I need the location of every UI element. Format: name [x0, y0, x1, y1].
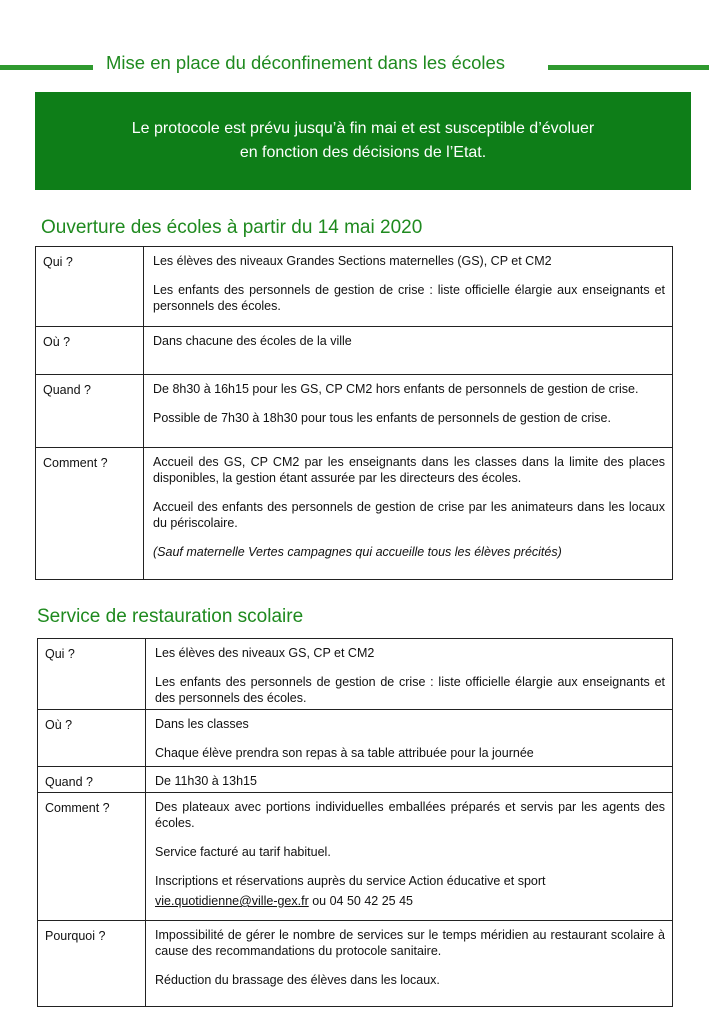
- title-rule-left: [0, 65, 93, 70]
- row-label: Quand ?: [38, 767, 146, 793]
- row-text: Inscriptions et réservations auprès du service Action éducative et sport: [155, 874, 546, 888]
- row-value: [146, 639, 673, 710]
- table-row: [38, 793, 673, 921]
- row-value: [144, 327, 673, 375]
- row-label: Comment ?: [36, 448, 144, 580]
- table-row: [38, 639, 673, 710]
- row-text: Dans les classes: [155, 717, 249, 731]
- row-value: [146, 921, 673, 1007]
- row-label: Quand ?: [36, 375, 144, 448]
- table-row: [38, 767, 673, 793]
- table-row: [38, 710, 673, 767]
- row-text: Les enfants des personnels de gestion de crise : liste officielle élargie aux enseignants et des personnels des écoles.: [155, 675, 665, 705]
- row-text: De 11h30 à 13h15: [155, 774, 257, 788]
- row-text: Des plateaux avec portions individuelles emballées préparés et servis par les agents des écoles.: [155, 800, 665, 830]
- row-label: Où ?: [38, 710, 146, 767]
- table-row: [36, 247, 673, 327]
- table-row: [38, 921, 673, 1007]
- table-row: [36, 327, 673, 375]
- row-text: Service facturé au tarif habituel.: [155, 845, 331, 859]
- table-row: [36, 448, 673, 580]
- row-value: [146, 793, 673, 921]
- banner-line-2: en fonction des décisions de l’Etat.: [239, 144, 487, 161]
- row-text: Possible de 7h30 à 18h30 pour tous les enfants de personnels de gestion de crise.: [153, 411, 611, 425]
- school-opening-table: [35, 246, 673, 580]
- row-label: Qui ?: [38, 639, 146, 710]
- row-value: [146, 710, 673, 767]
- row-text: Réduction du brassage des élèves dans les locaux.: [155, 973, 440, 987]
- contact-email-link[interactable]: vie.quotidienne@ville-gex.fr: [155, 894, 309, 908]
- page-title-row: [0, 52, 725, 78]
- table-row: [36, 375, 673, 448]
- contact-phone: ou 04 50 42 25 45: [308, 894, 414, 908]
- banner-line-1: Le protocole est prévu jusqu’à fin mai et est susceptible d’évoluer: [131, 120, 595, 137]
- school-catering-table: [37, 638, 673, 1007]
- section-heading-school-opening: Ouverture des écoles à partir du 14 mai 2020: [41, 217, 423, 238]
- row-text: Les élèves des niveaux Grandes Sections maternelles (GS), CP et CM2: [153, 254, 552, 268]
- row-text: Chaque élève prendra son repas à sa table attribuée pour la journée: [155, 746, 534, 760]
- row-text: De 8h30 à 16h15 pour les GS, CP CM2 hors enfants de personnels de gestion de crise.: [153, 382, 639, 396]
- row-text: Accueil des enfants des personnels de gestion de crise par les animateurs dans les locaux du périscolaire.: [153, 500, 665, 530]
- row-text: Les élèves des niveaux GS, CP et CM2: [155, 646, 375, 660]
- protocol-banner: [35, 92, 691, 190]
- row-note: (Sauf maternelle Vertes campagnes qui accueille tous les élèves précités): [153, 545, 562, 559]
- row-label: Où ?: [36, 327, 144, 375]
- row-text: Impossibilité de gérer le nombre de services sur le temps méridien au restaurant scolaire à cause des recommandations du protocole sanitaire.: [155, 928, 665, 958]
- row-value: [144, 375, 673, 448]
- row-label: Comment ?: [38, 793, 146, 921]
- row-text: Dans chacune des écoles de la ville: [153, 334, 352, 348]
- row-label: Pourquoi ?: [38, 921, 146, 1007]
- row-text: Les enfants des personnels de gestion de crise : liste officielle élargie aux enseignants et personnels des écoles.: [153, 283, 665, 313]
- page-title: Mise en place du déconfinement dans les écoles: [106, 52, 506, 73]
- row-label: Qui ?: [36, 247, 144, 327]
- row-text: Accueil des GS, CP CM2 par les enseignants dans les classes dans la limite des places disponibles, la gestion étant assurée par les directeurs des écoles.: [153, 455, 665, 485]
- title-rule-right: [548, 65, 709, 70]
- section-heading-school-catering: Service de restauration scolaire: [37, 606, 304, 627]
- contact-line: [155, 893, 665, 909]
- row-value: [146, 767, 673, 793]
- row-value: [144, 247, 673, 327]
- row-value: [144, 448, 673, 580]
